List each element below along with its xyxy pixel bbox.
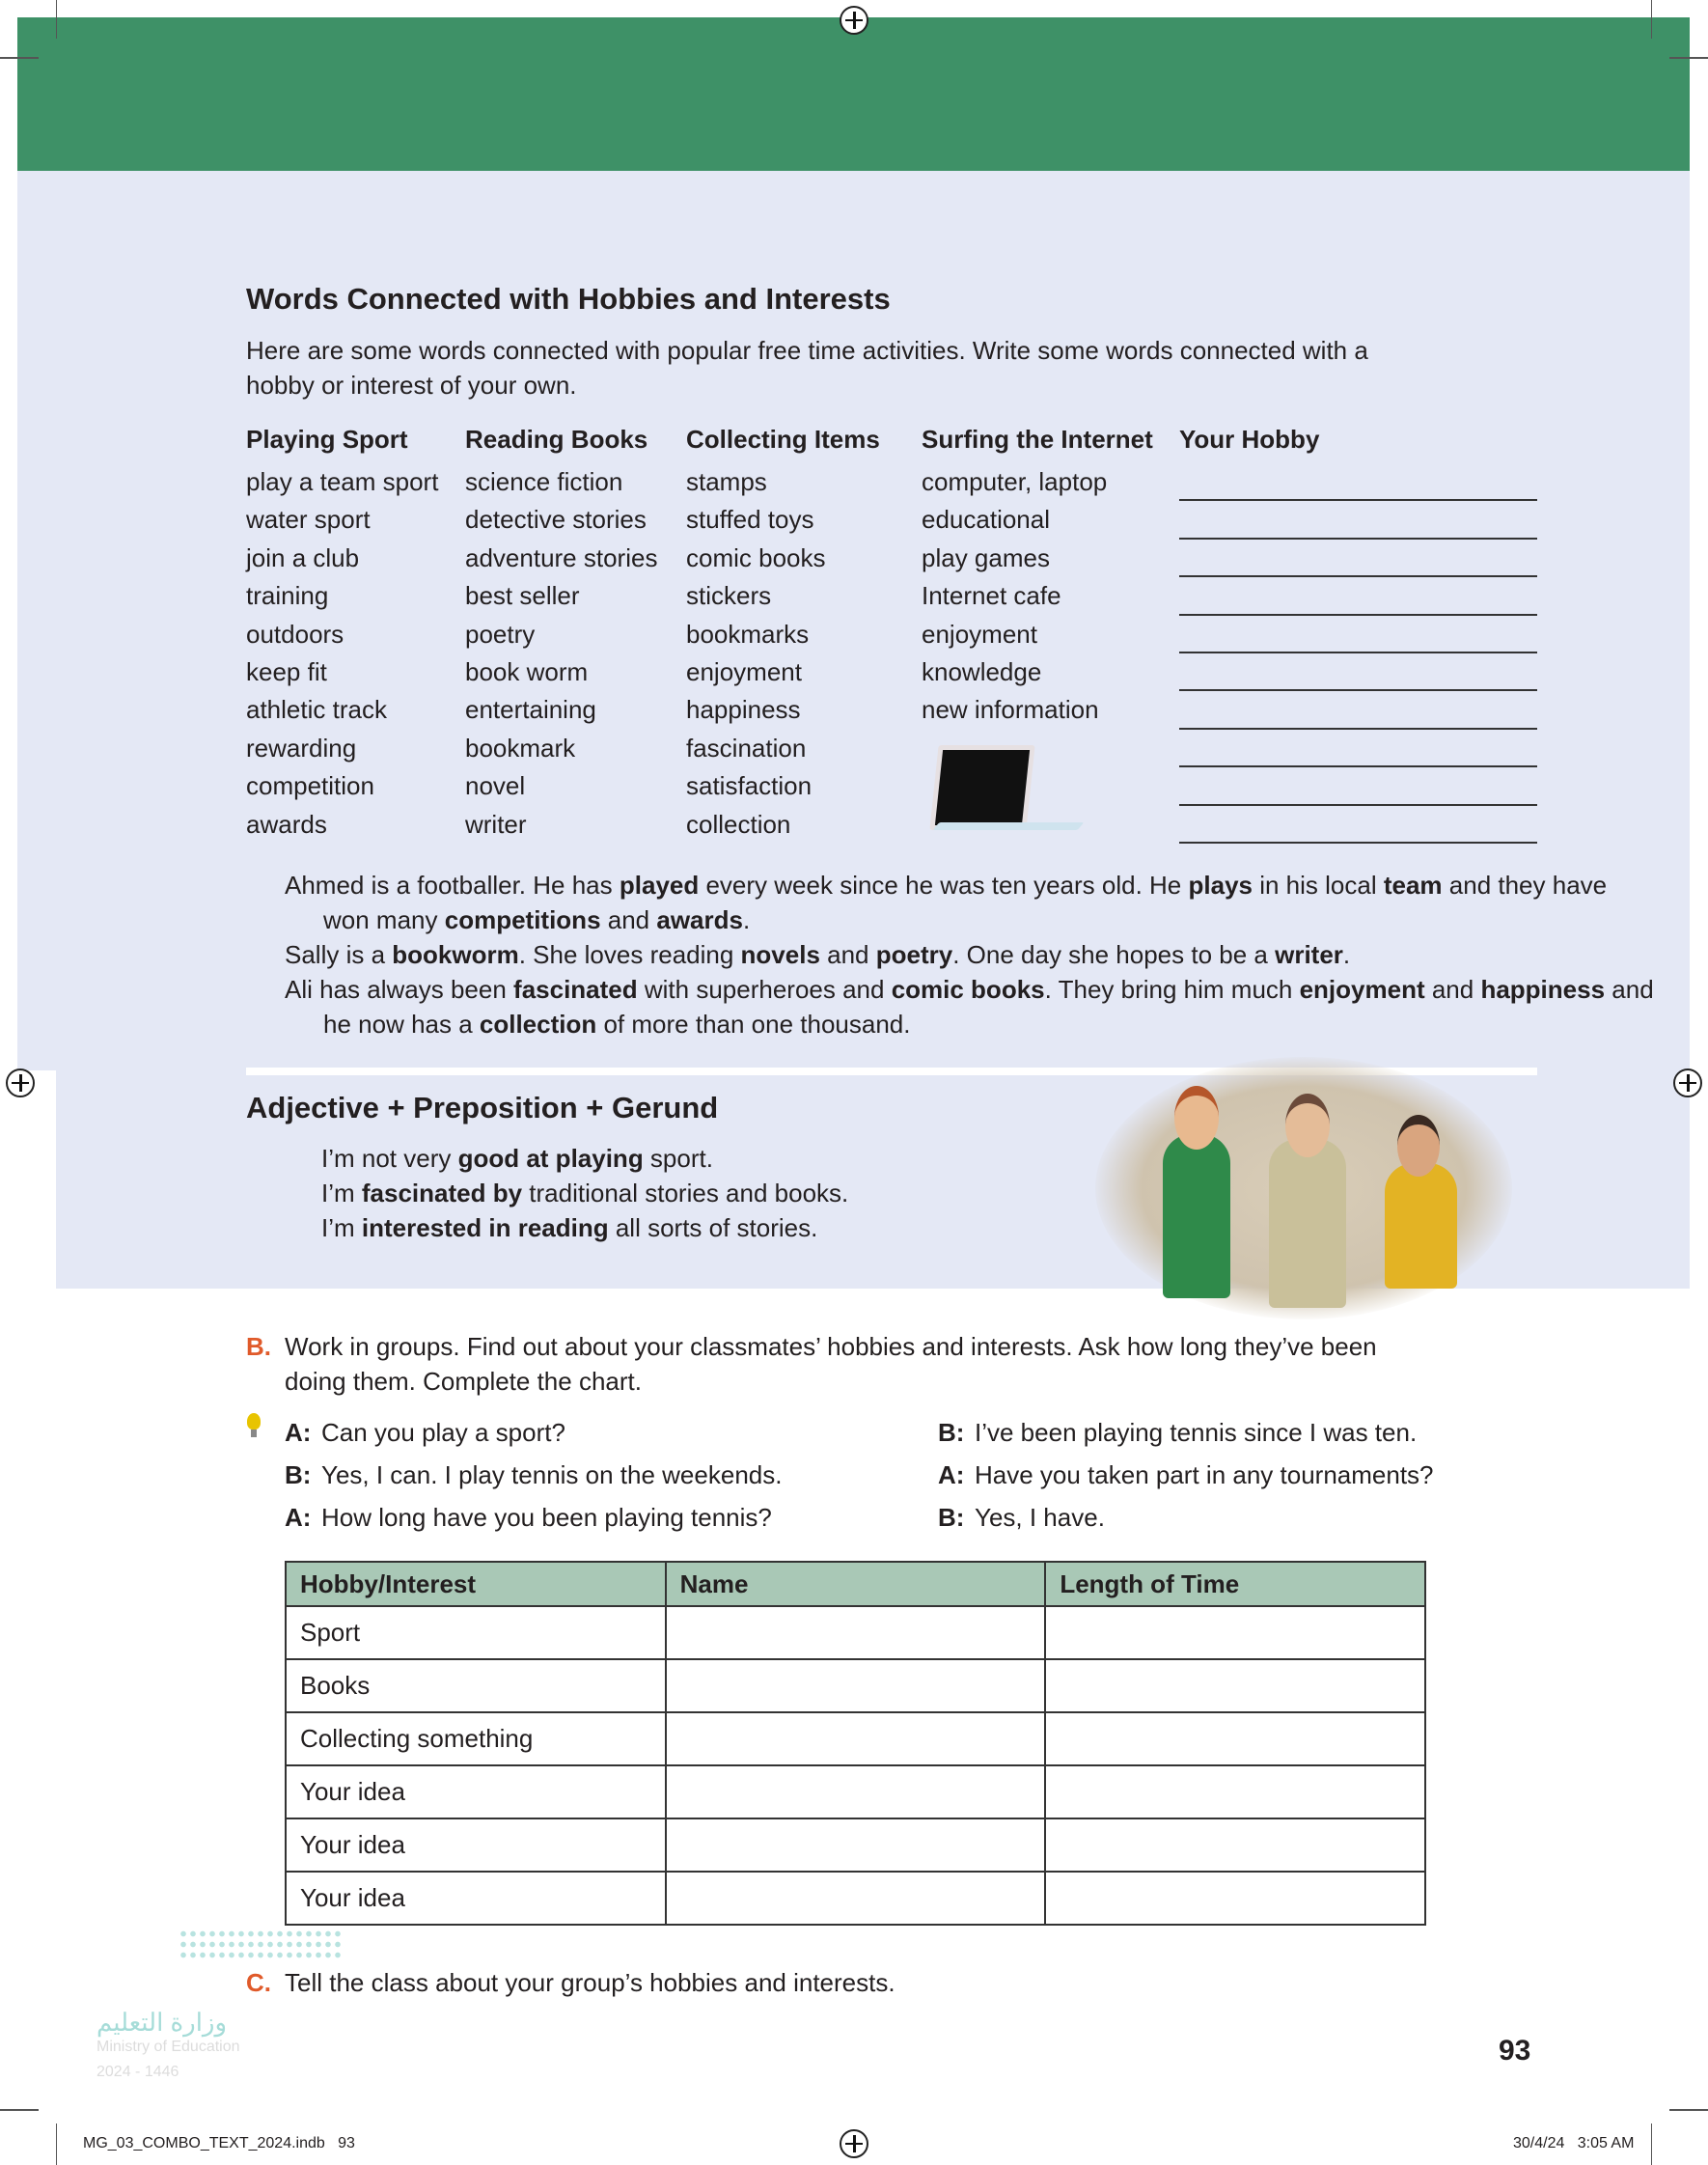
- speaker-label: B:: [938, 1503, 965, 1532]
- vocab-highlight: novels: [740, 940, 820, 969]
- hobby-cell: Collecting something: [286, 1712, 666, 1765]
- footer-timestamp: 30/4/24 3:05 AM: [1513, 2135, 1635, 2151]
- section-title: Words Connected with Hobbies and Interests: [246, 282, 891, 316]
- text-run: in his local: [1253, 871, 1384, 900]
- vocab-highlight: played: [619, 871, 700, 900]
- grammar-example: [321, 1141, 848, 1176]
- grammar-example: [321, 1176, 848, 1210]
- dialog-line: [285, 1454, 782, 1496]
- vocab-word: collection: [686, 809, 791, 839]
- crop-mark: [56, 2123, 57, 2165]
- text-run: every week since he was ten years old. He: [699, 871, 1189, 900]
- length-cell[interactable]: [1045, 1765, 1425, 1818]
- column-heading: Surfing the Internet: [922, 425, 1153, 454]
- crop-mark: [0, 2109, 39, 2111]
- vocab-word: novel: [465, 771, 526, 801]
- vocab-highlight: competitions: [444, 905, 601, 934]
- length-cell[interactable]: [1045, 1659, 1425, 1712]
- table-row: [286, 1606, 1425, 1659]
- write-in-line[interactable]: [1179, 463, 1537, 501]
- vocab-word: satisfaction: [686, 771, 813, 801]
- vocab-word: new information: [922, 695, 1099, 725]
- column-heading: Your Hobby: [1179, 425, 1320, 454]
- dialog-text: Have you taken part in any tournaments?: [975, 1460, 1434, 1489]
- vocab-highlight: fascinated: [513, 975, 638, 1004]
- name-cell[interactable]: [666, 1818, 1046, 1872]
- write-in-line[interactable]: [1179, 616, 1537, 653]
- hobby-cell: Sport: [286, 1606, 666, 1659]
- hobby-cell: Your idea: [286, 1872, 666, 1925]
- vocab-word: computer, laptop: [922, 467, 1108, 496]
- example-paragraph: [285, 868, 1655, 937]
- crop-mark: [0, 57, 39, 59]
- dialog-line: [285, 1496, 782, 1539]
- vocab-highlight: happiness: [1480, 975, 1606, 1004]
- vocab-word: entertaining: [465, 695, 596, 725]
- vocab-word: detective stories: [465, 505, 647, 535]
- lightbulb-icon: [247, 1413, 261, 1440]
- vocab-word: awards: [246, 809, 327, 839]
- length-cell[interactable]: [1045, 1606, 1425, 1659]
- hobby-cell: Your idea: [286, 1818, 666, 1872]
- text-run: all sorts of stories.: [608, 1213, 818, 1242]
- grammar-title: Adjective + Preposition + Gerund: [246, 1091, 719, 1124]
- exercise-b-instruction: Work in groups. Find out about your classmates’ hobbies and interests. Ask how long they’ve been doing them. Complete the chart.: [285, 1332, 1377, 1396]
- dialog-left: [285, 1411, 782, 1539]
- crop-mark: [1651, 0, 1652, 39]
- speaker-label: B:: [938, 1418, 965, 1447]
- column-header: Hobby/Interest: [286, 1562, 666, 1606]
- vocab-word: book worm: [465, 656, 589, 686]
- write-in-line[interactable]: [1179, 501, 1537, 539]
- text-run: and: [600, 905, 657, 934]
- write-in-line[interactable]: [1179, 691, 1537, 729]
- table-row: [286, 1765, 1425, 1818]
- vocab-word: poetry: [465, 619, 536, 649]
- vocab-highlight: bookworm: [392, 940, 519, 969]
- crop-mark: [1669, 2109, 1708, 2111]
- vocab-word: stuffed toys: [686, 505, 814, 535]
- header-band: [17, 17, 1690, 171]
- dialog-text: Yes, I have.: [975, 1503, 1105, 1532]
- dialog-line: [938, 1496, 1434, 1539]
- text-run: and he now has a: [323, 975, 1654, 1039]
- registration-mark-icon: [840, 6, 868, 35]
- footer-file: MG_03_COMBO_TEXT_2024.indb 93: [83, 2135, 355, 2151]
- name-cell[interactable]: [666, 1872, 1046, 1925]
- vocab-highlight: enjoyment: [1299, 975, 1425, 1004]
- vocab-column: [465, 425, 657, 844]
- vocab-word: science fiction: [465, 467, 623, 496]
- column-header: Length of Time: [1045, 1562, 1425, 1606]
- crop-mark: [1651, 2123, 1652, 2165]
- text-run: I’m: [321, 1179, 362, 1207]
- dialog-text: Can you play a sport?: [321, 1418, 565, 1447]
- speaker-label: A:: [938, 1460, 965, 1489]
- text-run: . She loves reading: [518, 940, 741, 969]
- friends-illustration: [1095, 1057, 1512, 1319]
- text-run: .: [1342, 940, 1351, 969]
- vocab-word: play a team sport: [246, 467, 439, 496]
- dialog-text: I’ve been playing tennis since I was ten.: [975, 1418, 1418, 1447]
- vocab-word: educational: [922, 505, 1050, 535]
- vocab-highlight: team: [1383, 871, 1443, 900]
- column-header: Name: [666, 1562, 1046, 1606]
- speaker-label: A:: [285, 1418, 312, 1447]
- exercise-c-instruction: Tell the class about your group’s hobbies and interests.: [285, 1968, 895, 1997]
- vocab-highlight: comic books: [891, 975, 1045, 1004]
- column-heading: Playing Sport: [246, 425, 408, 454]
- text-run: .: [742, 905, 751, 934]
- vocab-column: [922, 425, 1153, 730]
- vocab-column: [686, 425, 880, 844]
- vocab-highlight: plays: [1188, 871, 1253, 900]
- vocab-highlight: good at playing: [457, 1144, 644, 1173]
- vocab-word: happiness: [686, 695, 801, 725]
- vocab-word: stickers: [686, 581, 772, 611]
- laptop-image: [926, 743, 1090, 840]
- text-run: with superheroes and: [637, 975, 892, 1004]
- vocab-word: knowledge: [922, 656, 1042, 686]
- table-row: [286, 1872, 1425, 1925]
- length-cell[interactable]: [1045, 1818, 1425, 1872]
- hobbies-chart: [285, 1561, 1426, 1926]
- column-heading: Reading Books: [465, 425, 648, 454]
- vocab-highlight: fascinated by: [361, 1179, 523, 1207]
- text-run: I’m: [321, 1213, 362, 1242]
- hobby-cell: Your idea: [286, 1765, 666, 1818]
- speaker-label: A:: [285, 1503, 312, 1532]
- text-run: I’m not very: [321, 1144, 458, 1173]
- vocab-highlight: awards: [656, 905, 743, 934]
- dialog-line: [938, 1454, 1434, 1496]
- name-cell[interactable]: [666, 1712, 1046, 1765]
- table-row: [286, 1659, 1425, 1712]
- grammar-examples: [321, 1141, 848, 1245]
- text-run: Ali has always been: [285, 975, 514, 1004]
- length-cell[interactable]: [1045, 1872, 1425, 1925]
- vocab-word: join a club: [246, 542, 360, 572]
- grammar-example: [321, 1210, 848, 1245]
- text-run: Ahmed is a footballer. He has: [285, 871, 620, 900]
- write-in-line[interactable]: [1179, 577, 1537, 615]
- exercise-c-label: C.: [246, 1968, 271, 1997]
- dialog-line: [938, 1411, 1434, 1454]
- ministry-logo-arabic: وزارة التعليم: [96, 2008, 228, 2037]
- name-cell[interactable]: [666, 1659, 1046, 1712]
- text-run: . They bring him much: [1044, 975, 1300, 1004]
- name-cell[interactable]: [666, 1606, 1046, 1659]
- length-cell[interactable]: [1045, 1712, 1425, 1765]
- dialog-right: [938, 1411, 1434, 1539]
- ministry-logo-dots: [179, 1929, 343, 1961]
- vocab-word: competition: [246, 771, 374, 801]
- text-run: Sally is a: [285, 940, 393, 969]
- text-run: of more than one thousand.: [596, 1010, 911, 1039]
- example-paragraphs: [285, 868, 1655, 1041]
- vocab-word: enjoyment: [922, 619, 1037, 649]
- vocab-highlight: collection: [479, 1010, 597, 1039]
- example-paragraph: [285, 972, 1655, 1041]
- table-row: [286, 1712, 1425, 1765]
- crop-mark: [1669, 57, 1708, 59]
- vocab-column: [1179, 425, 1537, 844]
- write-in-line[interactable]: [1179, 540, 1537, 577]
- registration-mark-icon: [840, 2129, 868, 2158]
- hobby-cell: Books: [286, 1659, 666, 1712]
- intro-text: Here are some words connected with popular free time activities. Write some words connected with a hobby or interest of your own.: [246, 336, 1368, 400]
- crop-mark: [56, 0, 57, 39]
- vocab-word: best seller: [465, 581, 580, 611]
- name-cell[interactable]: [666, 1765, 1046, 1818]
- exercise-b-label: B.: [246, 1332, 271, 1361]
- table-header-row: [286, 1562, 1425, 1606]
- ministry-logo-english: Ministry of Education: [96, 2039, 240, 2055]
- dialog-text: Yes, I can. I play tennis on the weekends.: [321, 1460, 783, 1489]
- write-in-line[interactable]: [1179, 767, 1537, 805]
- ministry-logo-year: 2024 - 1446: [96, 2064, 179, 2080]
- vocab-word: outdoors: [246, 619, 344, 649]
- dialog-line: [285, 1411, 782, 1454]
- vocab-word: play games: [922, 542, 1050, 572]
- vocab-word: bookmark: [465, 733, 576, 763]
- write-in-line[interactable]: [1179, 806, 1537, 844]
- column-heading: Collecting Items: [686, 425, 880, 454]
- example-paragraph: [285, 937, 1655, 972]
- text-run: traditional stories and books.: [522, 1179, 849, 1207]
- registration-mark-icon: [1673, 1069, 1702, 1097]
- registration-mark-icon: [6, 1069, 35, 1097]
- speaker-label: B:: [285, 1460, 312, 1489]
- dialog-text: How long have you been playing tennis?: [321, 1503, 772, 1532]
- vocab-word: fascination: [686, 733, 807, 763]
- vocab-word: writer: [465, 809, 527, 839]
- vocab-highlight: poetry: [875, 940, 953, 969]
- vocab-word: stamps: [686, 467, 767, 496]
- vocab-highlight: writer: [1275, 940, 1343, 969]
- text-run: and: [1424, 975, 1481, 1004]
- text-run: . One day she hopes to be a: [952, 940, 1276, 969]
- vocab-word: keep fit: [246, 656, 327, 686]
- vocab-word: adventure stories: [465, 542, 658, 572]
- vocab-highlight: interested in reading: [361, 1213, 609, 1242]
- write-in-line[interactable]: [1179, 653, 1537, 691]
- vocab-word: training: [246, 581, 329, 611]
- page-number: 93: [1499, 2035, 1531, 2067]
- vocab-word: bookmarks: [686, 619, 810, 649]
- vocab-word: enjoyment: [686, 656, 802, 686]
- vocab-word: athletic track: [246, 695, 387, 725]
- text-run: and they have won many: [323, 871, 1608, 934]
- table-row: [286, 1818, 1425, 1872]
- text-run: sport.: [643, 1144, 713, 1173]
- vocab-word: water sport: [246, 505, 371, 535]
- vocab-word: Internet cafe: [922, 581, 1061, 611]
- vocab-word: comic books: [686, 542, 826, 572]
- write-in-line[interactable]: [1179, 730, 1537, 767]
- vocab-column: [246, 425, 438, 844]
- vocab-word: rewarding: [246, 733, 357, 763]
- text-run: and: [819, 940, 876, 969]
